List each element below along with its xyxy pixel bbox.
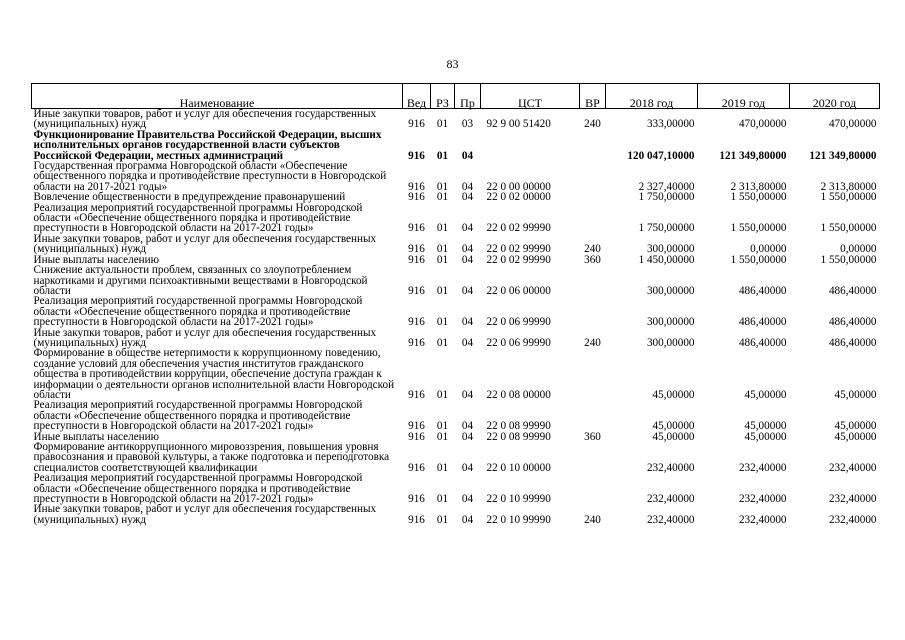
cell-rz: 01	[436, 493, 449, 506]
cell-vr	[580, 161, 606, 192]
cell-2018: 300,00000	[646, 284, 695, 297]
cell-cst: 22 0 10 99990	[486, 513, 551, 526]
table-row	[32, 296, 880, 327]
cell-ved: 916	[408, 430, 425, 443]
cell-name: Иные выплаты населению	[33, 430, 159, 443]
cell-2020: 45,00000	[834, 388, 877, 401]
cell-rz: 01	[436, 336, 449, 349]
cell-pr: 04	[461, 420, 474, 433]
cell-pr: 04	[461, 191, 474, 204]
cell-2018: 45,00000	[652, 420, 695, 433]
budget-table	[31, 83, 880, 525]
cell-cst: 22 0 06 99990	[486, 336, 551, 349]
cell-pr: 04	[461, 430, 474, 443]
cell-cst: 22 0 08 99990	[486, 430, 551, 443]
cell-2019: 1 550,00000	[730, 191, 787, 204]
header-cst: ЦСТ	[481, 84, 580, 109]
cell-2019: 232,40000	[738, 513, 787, 526]
cell-2020: 2 313,80000	[820, 180, 877, 193]
cell-name: Иные закупки товаров, работ и услуг для обеспечения государственных (муниципальных) нужд	[33, 503, 377, 526]
cell-name: Иные закупки товаров, работ и услуг для обеспечения государственных (муниципальных) нужд	[33, 232, 377, 256]
cell-pr: 04	[461, 149, 474, 162]
table-row	[32, 442, 880, 473]
cell-cst: 22 0 02 99990	[486, 243, 551, 256]
cell-rz: 01	[436, 149, 449, 162]
cell-cst: 22 0 10 00000	[486, 461, 551, 474]
cell-2020: 1 550,00000	[820, 191, 877, 204]
page-number: 83	[446, 57, 459, 71]
cell-pr: 04	[461, 284, 474, 297]
cell-cst: 22 0 10 99990	[486, 493, 551, 506]
cell-vr	[580, 203, 606, 234]
cell-ved: 916	[408, 243, 425, 256]
cell-cst: 22 0 02 00000	[486, 191, 551, 204]
cell-2019: 2 313,80000	[730, 180, 787, 193]
cell-2018: 2 327,40000	[638, 180, 695, 193]
cell-2020: 1 550,00000	[820, 253, 877, 266]
cell-2018: 232,40000	[646, 513, 695, 526]
cell-cst	[481, 130, 580, 161]
cell-2019: 45,00000	[744, 388, 787, 401]
cell-rz: 01	[436, 191, 449, 204]
cell-pr: 04	[461, 253, 474, 266]
table-row	[32, 473, 880, 504]
cell-name: Иные закупки товаров, работ и услуг для обеспечения государственных (муниципальных) нужд	[33, 326, 377, 349]
cell-ved: 916	[408, 222, 425, 235]
cell-ved: 916	[408, 149, 425, 162]
cell-vr: 360	[584, 253, 601, 266]
cell-2019: 232,40000	[738, 493, 787, 506]
cell-2020: 121 349,80000	[809, 149, 877, 162]
cell-2018: 300,00000	[646, 243, 695, 256]
cell-vr	[580, 442, 606, 473]
cell-2020: 232,40000	[828, 461, 877, 474]
cell-2019: 121 349,80000	[719, 149, 787, 162]
table-row	[32, 400, 880, 431]
table-row	[32, 328, 880, 349]
cell-2019: 45,00000	[744, 430, 787, 443]
cell-pr: 04	[461, 461, 474, 474]
cell-vr	[580, 265, 606, 296]
cell-2018: 1 750,00000	[638, 191, 695, 204]
cell-vr: 240	[584, 243, 601, 256]
cell-rz: 01	[436, 243, 449, 256]
cell-vr: 240	[584, 513, 601, 526]
cell-ved: 916	[408, 284, 425, 297]
table-row	[32, 161, 880, 192]
cell-vr: 240	[584, 336, 601, 349]
table-body	[32, 109, 880, 526]
cell-2018: 1 450,00000	[638, 253, 695, 266]
cell-cst: 22 0 06 99990	[486, 316, 551, 329]
cell-name: Реализация мероприятий государственной программы Новгородской области «Обеспечение общественного порядка и противодействие преступности в Новгородской области на 2017-2021 годы»	[33, 399, 363, 433]
cell-2018: 232,40000	[646, 493, 695, 506]
cell-ved: 916	[408, 253, 425, 266]
cell-2020: 1 550,00000	[820, 222, 877, 235]
cell-rz: 01	[436, 253, 449, 266]
header-name: Наименование	[32, 84, 403, 109]
cell-ved: 916	[408, 493, 425, 506]
header-2020: 2020 год	[790, 84, 880, 109]
header-2018: 2018 год	[606, 84, 698, 109]
cell-ved: 916	[408, 191, 425, 204]
cell-2020: 486,40000	[828, 336, 877, 349]
cell-ved: 916	[408, 420, 425, 433]
cell-name: Снижение актуальности проблем, связанных со злоупотреблением наркотиками и другими психоактивными веществами в Новгородской области	[33, 264, 368, 297]
table-row	[32, 130, 880, 161]
cell-cst: 22 0 02 99990	[486, 253, 551, 266]
cell-vr	[580, 192, 606, 202]
header-ved: Вед	[403, 84, 431, 109]
table-row	[32, 348, 880, 400]
cell-2018: 300,00000	[646, 316, 695, 329]
cell-2019: 486,40000	[738, 316, 787, 329]
cell-name: Иные выплаты населению	[33, 253, 159, 266]
cell-name: Реализация мероприятий государственной программы Новгородской области «Обеспечение общественного порядка и противодействие преступности в Новгородской области на 2017-2021 годы»	[33, 295, 363, 329]
cell-2019: 232,40000	[738, 461, 787, 474]
cell-ved: 916	[408, 513, 425, 526]
cell-rz: 01	[436, 284, 449, 297]
header-rz: РЗ	[431, 84, 455, 109]
cell-cst: 22 0 08 00000	[486, 388, 551, 401]
cell-2019: 486,40000	[738, 336, 787, 349]
cell-pr: 04	[461, 336, 474, 349]
table-row	[32, 234, 880, 255]
cell-pr: 03	[461, 118, 474, 131]
cell-2019: 1 550,00000	[730, 222, 787, 235]
cell-name: Иные закупки товаров, работ и услуг для обеспечения государственных (муниципальных) нужд	[33, 108, 377, 131]
cell-vr: 240	[584, 118, 601, 131]
cell-cst: 22 0 08 99990	[486, 420, 551, 433]
cell-name: Реализация мероприятий государственной программы Новгородской области «Обеспечение общественного порядка и противодействие преступности в Новгородской области на 2017-2021 годы»	[33, 201, 363, 235]
cell-ved: 916	[408, 180, 425, 193]
cell-rz: 01	[436, 461, 449, 474]
cell-2018: 120 047,10000	[627, 149, 695, 162]
cell-name: Формирование в обществе нетерпимости к коррупционному поведению, создание условий для обеспечения участия институтов гражданского общества в противодействии коррупции, обеспечение доступа граждан к информации о деятельности органов исполнительной власти Новгородской области	[33, 347, 395, 401]
table-row	[32, 109, 880, 130]
header-2019: 2019 год	[698, 84, 790, 109]
cell-cst: 22 0 00 00000	[486, 180, 551, 193]
cell-pr: 04	[461, 388, 474, 401]
header-pr: Пр	[455, 84, 481, 109]
cell-rz: 01	[436, 388, 449, 401]
cell-pr: 04	[461, 493, 474, 506]
table-row	[32, 504, 880, 525]
cell-2020: 232,40000	[828, 513, 877, 526]
cell-ved: 916	[408, 316, 425, 329]
cell-cst: 22 0 02 99990	[486, 222, 551, 235]
cell-ved: 916	[408, 461, 425, 474]
cell-2020: 232,40000	[828, 493, 877, 506]
cell-cst: 92 9 00 51420	[486, 118, 551, 131]
table-row	[32, 203, 880, 234]
cell-name: Формирование антикоррупционного мировоззрения, повышения уровня правосознания и правовой культуры, а также подготовка и переподготовка специалистов соответствующей квалификации	[33, 441, 390, 474]
cell-2018: 333,00000	[646, 118, 695, 131]
cell-rz: 01	[436, 180, 449, 193]
cell-rz: 01	[436, 430, 449, 443]
cell-vr	[580, 296, 606, 327]
cell-2019: 45,00000	[744, 420, 787, 433]
table-row	[32, 265, 880, 296]
cell-name: Функционирование Правительства Российской Федерации, высших исполнительных органов государственной власти субъектов Российской Федерации, местных администраций	[33, 128, 382, 162]
cell-rz: 01	[436, 118, 449, 131]
header-vr: ВР	[580, 84, 606, 109]
cell-2018: 300,00000	[646, 336, 695, 349]
cell-2020: 45,00000	[834, 420, 877, 433]
cell-2019: 470,00000	[738, 118, 787, 131]
cell-rz: 01	[436, 513, 449, 526]
cell-name: Государственная программа Новгородской области «Обеспечение общественного порядка и противодействие преступности в Новгородской области на 2017-2021 годы»	[33, 160, 387, 193]
cell-pr: 04	[461, 222, 474, 235]
cell-rz: 01	[436, 222, 449, 235]
cell-2020: 45,00000	[834, 430, 877, 443]
cell-2018: 1 750,00000	[638, 222, 695, 235]
cell-rz: 01	[436, 420, 449, 433]
cell-ved: 916	[408, 336, 425, 349]
cell-vr	[580, 130, 606, 161]
cell-ved: 916	[408, 388, 425, 401]
cell-name: Вовлечение общественности в предупреждение правонарушений	[33, 191, 346, 204]
cell-2020: 0,00000	[840, 243, 877, 256]
cell-2020: 486,40000	[828, 316, 877, 329]
cell-ved: 916	[408, 118, 425, 131]
cell-2018: 45,00000	[652, 430, 695, 443]
cell-vr	[580, 348, 606, 400]
table-header	[32, 84, 880, 109]
cell-vr	[580, 400, 606, 431]
cell-2018: 232,40000	[646, 461, 695, 474]
cell-pr: 04	[461, 316, 474, 329]
cell-rz: 01	[436, 316, 449, 329]
cell-2020: 486,40000	[828, 284, 877, 297]
cell-2020: 470,00000	[828, 118, 877, 131]
cell-vr: 360	[584, 430, 601, 443]
cell-vr	[580, 473, 606, 504]
cell-pr: 04	[461, 243, 474, 256]
cell-cst: 22 0 06 00000	[486, 284, 551, 297]
cell-2018: 45,00000	[652, 388, 695, 401]
cell-name: Реализация мероприятий государственной программы Новгородской области «Обеспечение общественного порядка и противодействие преступности в Новгородской области на 2017-2021 годы»	[33, 472, 363, 506]
cell-2019: 1 550,00000	[730, 253, 787, 266]
cell-pr: 04	[461, 513, 474, 526]
cell-2019: 486,40000	[738, 284, 787, 297]
cell-2019: 0,00000	[750, 243, 787, 256]
cell-pr: 04	[461, 180, 474, 193]
